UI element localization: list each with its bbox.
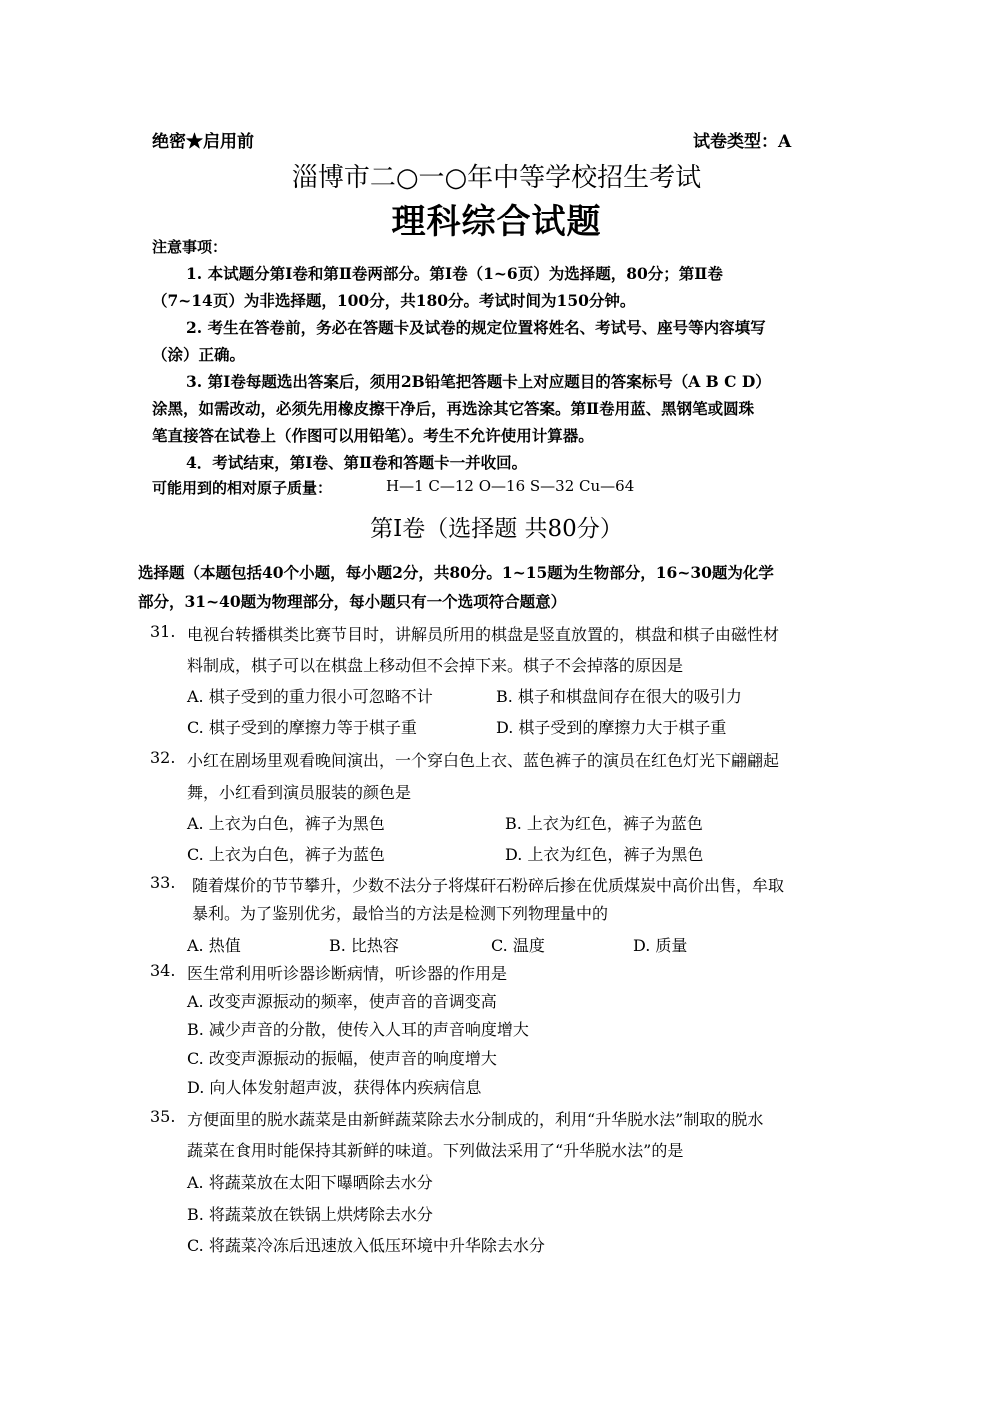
note-line: 1. 本试题分第Ⅰ卷和第Ⅱ卷两部分。第Ⅰ卷（1~6页）为选择题，80分；第Ⅱ卷 (186, 264, 723, 283)
note-line: 涂黑，如需改动，必须先用橡皮擦干净后，再选涂其它答案。第Ⅱ卷用蓝、黑钢笔或圆珠 (152, 399, 755, 418)
question-text: 随着煤价的节节攀升，少数不法分子将煤矸石粉碎后掺在优质煤炭中高价出售，牟取 (192, 876, 785, 895)
option-a: A. 改变声源振动的频率，使声音的音调变高 (187, 992, 497, 1011)
question-number: 31. (150, 622, 176, 641)
notes-heading: 注意事项： (152, 238, 228, 256)
note-line: 2. 考生在答卷前，务必在答题卡及试卷的规定位置将姓名、考试号、座号等内容填写 (186, 318, 766, 337)
option-c: C. 棋子受到的摩擦力等于棋子重 (187, 718, 417, 737)
option-a: A. 将蔬菜放在太阳下曝晒除去水分 (187, 1173, 433, 1192)
option-c: C. 改变声源振动的振幅，使声音的响度增大 (187, 1049, 497, 1068)
section-instructions: 部分，31~40题为物理部分，每小题只有一个选项符合题意） (138, 592, 567, 611)
option-b: B. 减少声音的分散，使传入人耳的声音响度增大 (187, 1020, 529, 1039)
option-d: D. 上衣为红色，裤子为黑色 (505, 845, 704, 864)
question-text: 小红在剧场里观看晚间演出，一个穿白色上衣、蓝色裤子的演员在红色灯光下翩翩起 (187, 751, 780, 770)
question-text: 医生常利用听诊器诊断病情，听诊器的作用是 (187, 964, 508, 983)
confidential-label: 绝密★启用前 (152, 132, 254, 152)
option-b: B. 棋子和棋盘间存在很大的吸引力 (496, 687, 742, 706)
option-b: B. 将蔬菜放在铁锅上烘烤除去水分 (187, 1205, 433, 1224)
question-text: 暴利。为了鉴别优劣，最恰当的方法是检测下列物理量中的 (192, 904, 609, 923)
question-number: 34. (150, 961, 176, 980)
question-text: 蔬菜在食用时能保持其新鲜的味道。下列做法采用了“升华脱水法”的是 (187, 1141, 684, 1160)
option-c: C. 将蔬菜冷冻后迅速放入低压环境中升华除去水分 (187, 1236, 545, 1255)
option-a: A. 热值 (187, 936, 241, 955)
note-line: （涂）正确。 (152, 345, 246, 364)
option-d: D. 质量 (633, 936, 688, 955)
option-d: D. 向人体发射超声波，获得体内疾病信息 (187, 1078, 482, 1097)
question-text: 舞，小红看到演员服装的颜色是 (187, 783, 412, 802)
note-line: 4．考试结束，第Ⅰ卷、第Ⅱ卷和答题卡一并收回。 (186, 453, 528, 472)
atomic-mass-label: 可能用到的相对原子质量： (152, 479, 333, 497)
question-number: 32. (150, 748, 176, 767)
option-d: D. 棋子受到的摩擦力大于棋子重 (496, 718, 727, 737)
note-line: 笔直接答在试卷上（作图可以用铅笔）。考生不允许使用计算器。 (152, 426, 594, 445)
question-text: 料制成，棋子可以在棋盘上移动但不会掉下来。棋子不会掉落的原因是 (187, 656, 684, 675)
question-text: 方便面里的脱水蔬菜是由新鲜蔬菜除去水分制成的，利用“升华脱水法”制取的脱水 (187, 1110, 764, 1129)
note-line: 3. 第Ⅰ卷每题选出答案后，须用2B铅笔把答题卡上对应题目的答案标号（A B C D） (186, 372, 771, 391)
option-a: A. 上衣为白色，裤子为黑色 (187, 814, 385, 833)
exam-type-label: 试卷类型：A (693, 132, 792, 152)
option-b: B. 比热容 (329, 936, 399, 955)
question-number: 35. (150, 1107, 176, 1126)
option-a: A. 棋子受到的重力很小可忽略不计 (187, 687, 433, 706)
exam-title: 淄博市二○一○年中等学校招生考试 (291, 163, 702, 193)
option-c: C. 温度 (491, 936, 545, 955)
atomic-mass-values: H—1 C—12 O—16 S—32 Cu—64 (386, 477, 635, 495)
question-text: 电视台转播棋类比赛节目时，讲解员所用的棋盘是竖直放置的，棋盘和棋子由磁性材 (187, 625, 780, 644)
option-b: B. 上衣为红色，裤子为蓝色 (505, 814, 703, 833)
section-instructions: 选择题（本题包括40个小题，每小题2分，共80分。1~15题为生物部分，16~30题为化学 (138, 563, 774, 582)
option-c: C. 上衣为白色，裤子为蓝色 (187, 845, 385, 864)
section-title: 第Ⅰ卷（选择题 共80分） (370, 516, 623, 542)
paper-title: 理科综合试题 (391, 202, 602, 242)
note-line: （7~14页）为非选择题，100分，共180分。考试时间为150分钟。 (152, 291, 636, 310)
question-number: 33. (150, 873, 176, 892)
